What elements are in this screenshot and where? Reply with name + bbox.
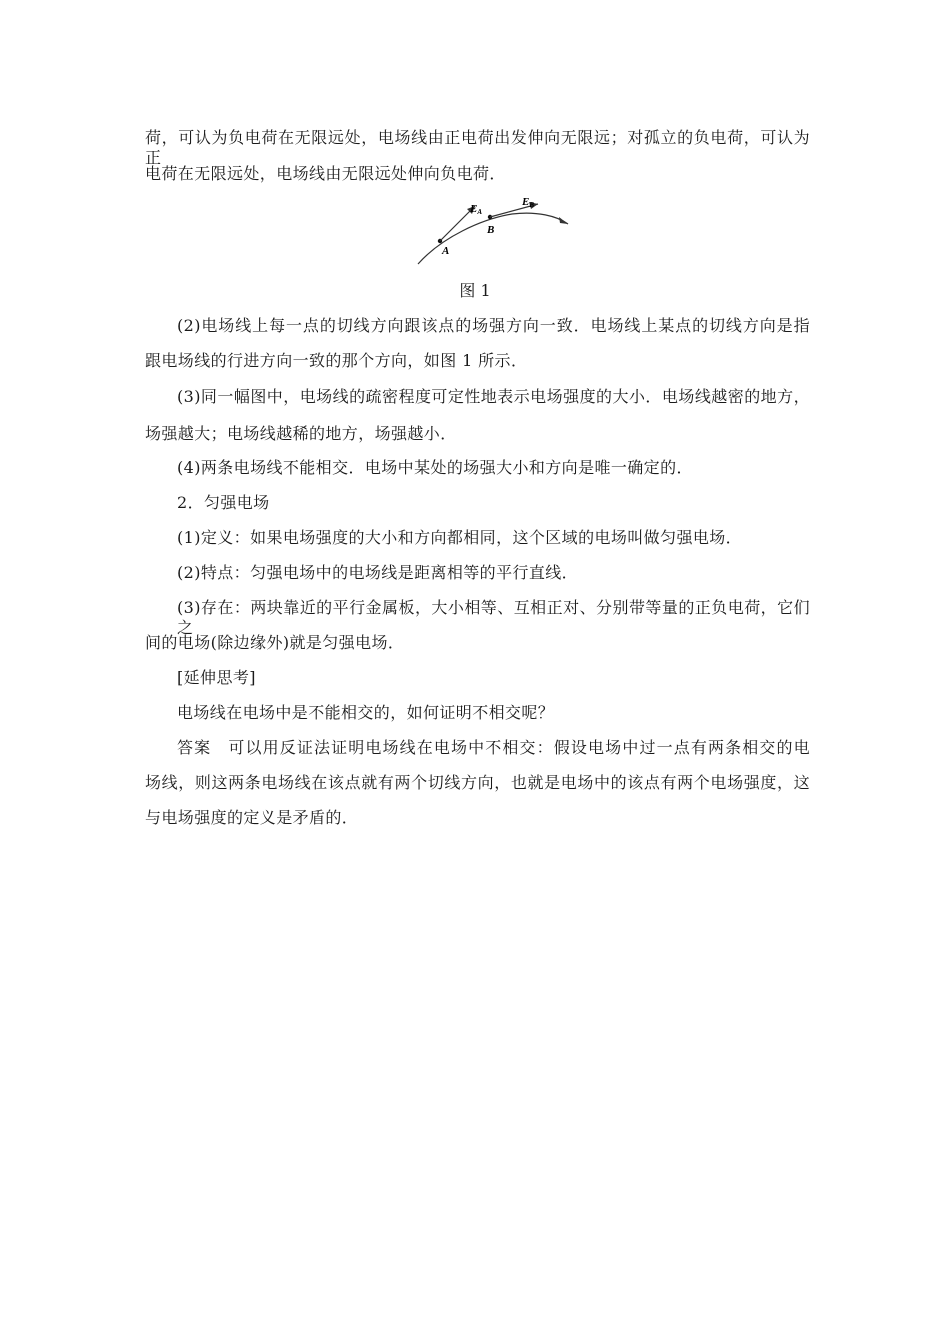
label-eb-sub: B [529,201,535,209]
label-a: A [442,245,450,257]
paragraph-line: (1)定义：如果电场强度的大小和方向都相同，这个区域的电场叫做匀强电场． [177,528,743,547]
label-ea-main: E [470,203,478,215]
paragraph-line: (2)特点：匀强电场中的电场线是距离相等的平行直线． [177,563,579,582]
paragraph-line: (3)同一幅图中，电场线的疏密程度可定性地表示电场强度的大小．电场线越密的地方， [177,387,810,406]
answer-line: 与电场强度的定义是矛盾的． [145,808,359,827]
paragraph-line: 场强越大；电场线越稀的地方，场强越小． [145,424,457,443]
paragraph-line: 间的电场(除边缘外)就是匀强电场． [145,633,405,652]
answer-line: 答案 可以用反证法证明电场线在电场中不相交：假设电场中过一点有两条相交的电 [177,738,810,757]
label-eb [521,196,534,209]
figure-caption: 图 1 [459,281,491,300]
answer-line: 场线，则这两条电场线在该点就有两个切线方向，也就是电场中的该点有两个电场强度，这 [145,773,810,792]
label-b: B [487,224,495,236]
field-line-curve [418,213,568,264]
section-heading: 2．匀强电场 [177,493,270,512]
label-ea-sub: A [477,208,483,216]
subsection-heading: [延伸思考] [177,668,256,687]
label-ea [469,203,482,216]
paragraph-line: (3)存在：两块靠近的平行金属板，大小相等、互相正对、分别带等量的正负电荷，它们之 [177,598,810,637]
paragraph-line: (2)电场线上每一点的切线方向跟该点的场强方向一致．电场线上某点的切线方向是指 [177,316,810,335]
label-eb-main: E [522,196,530,208]
electric-field-line-figure [412,192,572,268]
paragraph-line: (4)两条电场线不能相交．电场中某处的场强大小和方向是唯一确定的． [177,458,693,477]
paragraph-line: 电荷在无限远处，电场线由无限远处伸向负电荷． [145,164,506,183]
paragraph-line: 跟电场线的行进方向一致的那个方向，如图 1 所示． [145,351,528,370]
question-line: 电场线在电场中是不能相交的，如何证明不相交呢？ [177,703,555,722]
paragraph-line: 荷，可认为负电荷在无限远处，电场线由正电荷出发伸向无限远；对孤立的负电荷，可认为正 [145,128,810,167]
